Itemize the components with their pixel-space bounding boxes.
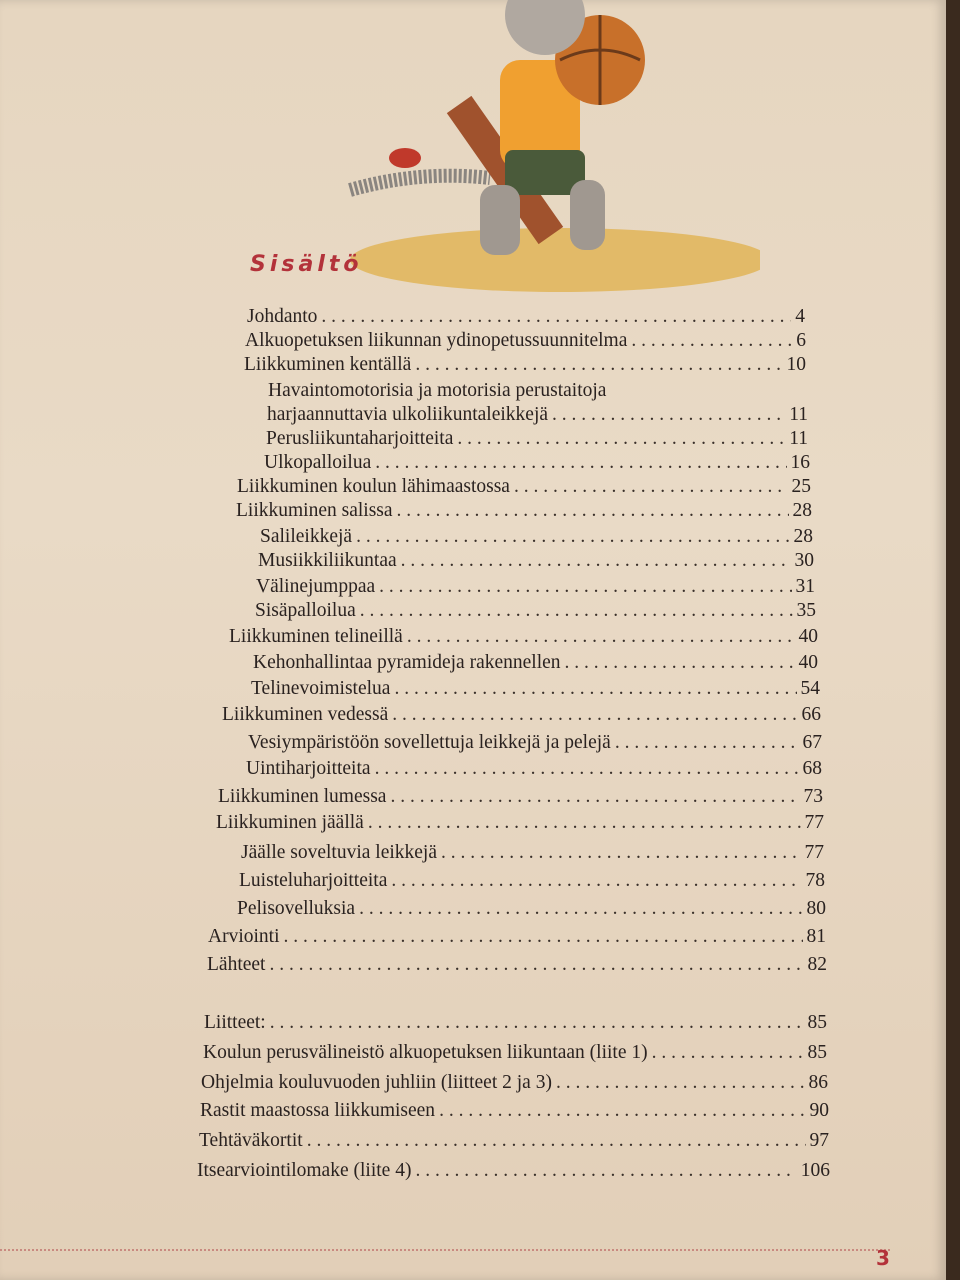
toc-entry [207, 954, 827, 976]
page-number: 3 [876, 1246, 890, 1270]
toc-entry [266, 428, 808, 450]
leader-dots [270, 1012, 804, 1034]
leader-dots [269, 954, 803, 976]
toc-entry-label: Liikkuminen telineillä [229, 626, 403, 647]
toc-entry [201, 1072, 828, 1094]
toc-entry [247, 306, 805, 328]
leader-dots [391, 870, 801, 892]
toc-entry-label: Liikkuminen lumessa [218, 786, 387, 807]
leader-dots [514, 476, 788, 498]
leader-dots [439, 1100, 805, 1122]
toc-entry-page: 66 [801, 704, 821, 725]
toc-entry-page: 35 [796, 600, 816, 621]
toc-entry-label: Liitteet: [204, 1012, 266, 1033]
toc-entry [244, 354, 806, 376]
toc-entry-page: 85 [807, 1042, 827, 1063]
leader-dots [415, 1160, 796, 1182]
toc-entry-label: Rastit maastossa liikkumiseen [200, 1100, 436, 1121]
leader-dots [407, 626, 795, 648]
toc-entry-page: 16 [790, 452, 810, 473]
toc-entry [268, 380, 808, 402]
toc-entry-label: Alkuopetuksen liikunnan ydinopetussuunnitelma [245, 330, 628, 351]
toc-entry-page: 28 [792, 500, 812, 521]
toc-title: Sisältö [250, 252, 363, 277]
toc-entry-label: Salileikkejä [260, 526, 353, 547]
leader-dots [415, 354, 782, 376]
toc-entry [200, 1100, 829, 1122]
leader-dots [356, 526, 789, 548]
toc-entry-page: 67 [802, 732, 822, 753]
toc-entry [255, 600, 816, 622]
toc-entry [258, 550, 814, 572]
toc-entry [222, 704, 821, 726]
toc-entry-label: Telinevoimistelua [251, 678, 391, 699]
cat-with-ball-illustration [330, 0, 760, 300]
toc-entry-label: Ulkopalloilua [264, 452, 372, 473]
leader-dots [375, 452, 786, 474]
toc-entry-label: Uintiharjoitteita [246, 758, 371, 779]
toc-entry-page: 80 [806, 898, 826, 919]
toc-entry [204, 1012, 827, 1034]
toc-entry-page: 81 [806, 926, 826, 947]
toc-entry-label: Liikkuminen salissa [236, 500, 393, 521]
toc-entry-label: Arviointi [208, 926, 280, 947]
toc-entry-label: Itsearviointilomake (liite 4) [197, 1160, 412, 1181]
toc-entry-page: 86 [808, 1072, 828, 1093]
toc-entry [216, 812, 824, 834]
toc-entry [197, 1160, 830, 1182]
leader-dots [360, 600, 793, 622]
toc-entry [237, 476, 811, 498]
toc-entry [241, 842, 824, 864]
toc-entry-page: 6 [796, 330, 806, 351]
leader-dots [652, 1042, 804, 1064]
toc-entry-label: Kehonhallintaa pyramideja rakennellen [253, 652, 561, 673]
toc-entry-page: 28 [793, 526, 813, 547]
leader-dots [368, 812, 801, 834]
toc-entry-label: harjaannuttavia ulkoliikuntaleikkejä [267, 404, 549, 425]
leader-dots [615, 732, 799, 754]
toc-entry-label: Havaintomotorisia ja motorisia perustaitoja [268, 380, 607, 401]
toc-entry [239, 870, 825, 892]
toc-entry-page: 4 [795, 306, 805, 327]
toc-entry-page: 11 [789, 428, 808, 449]
toc-entry [218, 786, 823, 808]
leader-dots [397, 500, 789, 522]
toc-entry-page: 106 [800, 1160, 830, 1181]
footer-rule [0, 1249, 890, 1251]
toc-entry-label: Liikkuminen kentällä [244, 354, 412, 375]
toc-entry [203, 1042, 827, 1064]
toc-entry [253, 652, 818, 674]
toc-entry [248, 732, 822, 754]
toc-entry-page: 25 [791, 476, 811, 497]
toc-entry-page: 85 [807, 1012, 827, 1033]
toc-entry [256, 576, 815, 598]
leader-dots [552, 404, 785, 426]
leader-dots [565, 652, 795, 674]
toc-entry-page: 10 [786, 354, 806, 375]
leader-dots [375, 758, 799, 780]
toc-entry [199, 1130, 829, 1152]
toc-entry [208, 926, 826, 948]
toc-entry-label: Lähteet [207, 954, 266, 975]
leader-dots [401, 550, 791, 572]
leader-dots [307, 1130, 806, 1152]
toc-entry-page: 73 [803, 786, 823, 807]
leader-dots [284, 926, 803, 948]
toc-entry-label: Koulun perusvälineistö alkuopetuksen liikuntaan (liite 1) [203, 1042, 648, 1063]
leader-dots [556, 1072, 805, 1094]
leader-dots [631, 330, 792, 352]
toc-entry [236, 500, 812, 522]
toc-entry-page: 68 [802, 758, 822, 779]
toc-entry-label: Liikkuminen koulun lähimaastossa [237, 476, 510, 497]
leader-dots [390, 786, 799, 808]
toc-entry [251, 678, 820, 700]
toc-entry-label: Pelisovelluksia [237, 898, 356, 919]
toc-entry-page: 40 [798, 652, 818, 673]
toc-entry-label: Liikkuminen jäällä [216, 812, 364, 833]
leader-dots [379, 576, 791, 598]
toc-entry-page: 82 [807, 954, 827, 975]
toc-entry-label: Liikkuminen vedessä [222, 704, 389, 725]
toc-entry-page: 54 [800, 678, 820, 699]
toc-entry-page: 97 [809, 1130, 829, 1151]
toc-entry-page: 11 [789, 404, 808, 425]
leader-dots [359, 898, 802, 920]
toc-entry [267, 404, 808, 426]
toc-entry-page: 78 [805, 870, 825, 891]
toc-entry-label: Musiikkiliikuntaa [258, 550, 397, 571]
toc-entry-page: 30 [794, 550, 814, 571]
toc-entry-page: 40 [798, 626, 818, 647]
toc-entry-label: Välinejumppaa [256, 576, 376, 597]
toc-entry-label: Tehtäväkortit [199, 1130, 303, 1151]
toc-entry-page: 31 [795, 576, 815, 597]
toc-entry-label: Ohjelmia kouluvuoden juhliin (liitteet 2 ja 3) [201, 1072, 552, 1093]
leader-dots [392, 704, 797, 726]
toc-entry-label: Perusliikuntaharjoitteita [266, 428, 454, 449]
toc-entry-label: Luisteluharjoitteita [239, 870, 388, 891]
toc-entry [246, 758, 822, 780]
toc-entry-page: 77 [804, 842, 824, 863]
toc-entry [237, 898, 826, 920]
toc-entry-page: 90 [809, 1100, 829, 1121]
toc-entry [245, 330, 806, 352]
toc-entry-page: 77 [804, 812, 824, 833]
leader-dots [457, 428, 785, 450]
toc-entry-label: Jäälle soveltuvia leikkejä [241, 842, 438, 863]
leader-dots [321, 306, 791, 328]
toc-entry-label: Johdanto [247, 306, 318, 327]
toc-entry-label: Sisäpalloilua [255, 600, 356, 621]
leader-dots [394, 678, 796, 700]
leader-dots [441, 842, 800, 864]
toc-entry [264, 452, 810, 474]
toc-entry [229, 626, 818, 648]
toc-entry [260, 526, 813, 548]
toc-entry-label: Vesiympäristöön sovellettuja leikkejä ja pelejä [248, 732, 611, 753]
